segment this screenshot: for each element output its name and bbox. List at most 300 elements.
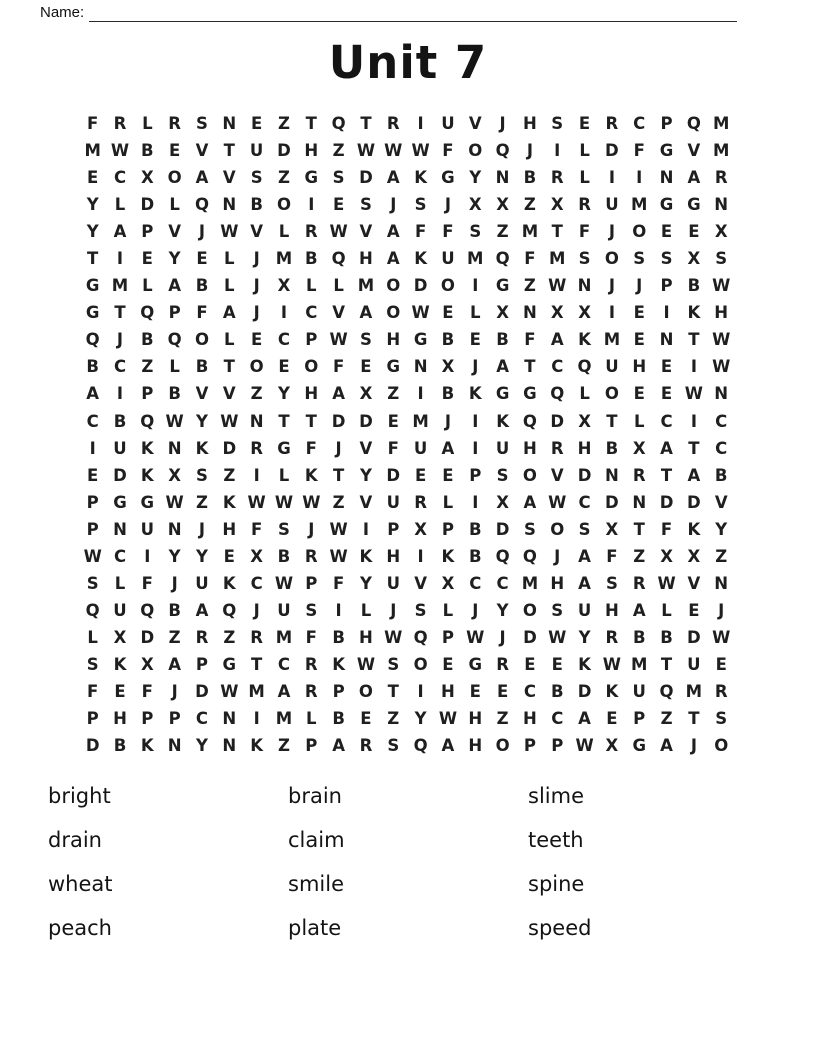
grid-letter: D — [577, 465, 592, 485]
grid-letter: L — [661, 600, 672, 620]
grid-letter: L — [579, 168, 590, 188]
grid-letter: Y — [168, 249, 181, 269]
grid-letter: M — [357, 276, 375, 296]
grid-letter: I — [636, 168, 643, 188]
grid-letter: X — [687, 546, 701, 566]
grid-letter: D — [605, 141, 619, 161]
grid-letter: I — [554, 141, 561, 161]
grid-letter: V — [359, 492, 373, 512]
grid-letter: O — [604, 249, 619, 269]
grid-letter: Z — [332, 141, 345, 161]
grid-letter: J — [335, 438, 342, 458]
grid-letter: W — [329, 330, 348, 350]
grid-letter: I — [608, 303, 615, 323]
grid-letter: E — [688, 600, 700, 620]
grid-letter: W — [165, 411, 184, 431]
word-item: spine — [528, 872, 585, 896]
grid-letter: Q — [222, 600, 237, 620]
grid-letter: Z — [523, 276, 536, 296]
grid-letter: A — [168, 276, 182, 296]
grid-letter: W — [384, 141, 403, 161]
grid-letter: Q — [167, 330, 182, 350]
grid-letter: S — [278, 519, 290, 539]
grid-letter: F — [660, 519, 673, 539]
grid-letter: E — [633, 330, 645, 350]
grid-letter: I — [280, 303, 288, 323]
grid-letter: N — [222, 114, 237, 134]
grid-letter: D — [605, 492, 619, 512]
grid-letter: E — [442, 465, 454, 485]
grid-letter: W — [110, 141, 130, 161]
grid-letter: S — [360, 195, 372, 215]
grid-letter: S — [387, 654, 400, 674]
grid-letter: D — [331, 411, 346, 431]
grid-letter: I — [690, 411, 697, 431]
grid-letter: W — [274, 573, 294, 593]
grid-letter: U — [605, 195, 619, 215]
grid-letter: E — [360, 357, 372, 377]
grid-letter: N — [222, 195, 237, 215]
grid-letter: P — [141, 384, 154, 404]
grid-letter: E — [387, 411, 399, 431]
grid-letter: E — [469, 682, 481, 701]
grid-letter: Q — [194, 195, 209, 215]
grid-letter: W — [575, 736, 594, 756]
grid-letter: E — [360, 709, 372, 729]
grid-letter: E — [87, 168, 99, 188]
grid-letter: R — [359, 736, 373, 756]
grid-letter: B — [660, 627, 673, 647]
grid-letter: M — [275, 627, 293, 647]
grid-letter: R — [304, 222, 318, 242]
word-search-grid — [79, 110, 735, 759]
grid-letter: X — [277, 276, 291, 296]
grid-letter: R — [632, 573, 646, 593]
grid-letter: C — [496, 573, 509, 593]
grid-letter: I — [608, 168, 615, 188]
grid-letter: B — [113, 736, 127, 756]
grid-letter: Z — [277, 168, 290, 188]
grid-letter: H — [304, 384, 319, 404]
grid-letter: S — [496, 465, 509, 485]
grid-letter: D — [413, 276, 428, 296]
grid-letter: W — [466, 627, 485, 647]
grid-letter: T — [87, 249, 99, 269]
grid-letter: P — [168, 709, 181, 729]
grid-letter: Y — [414, 709, 427, 729]
grid-letter: Y — [86, 195, 99, 215]
grid-letter: R — [550, 168, 564, 188]
grid-letter: P — [387, 519, 400, 539]
grid-letter: S — [360, 330, 372, 350]
grid-letter: U — [632, 682, 646, 701]
grid-letter: T — [688, 438, 700, 458]
grid-letter: Y — [86, 222, 99, 242]
grid-letter: S — [86, 654, 99, 674]
word-item: speed — [528, 916, 592, 940]
grid-letter: P — [141, 709, 154, 729]
grid-letter: A — [386, 168, 400, 188]
grid-letter: M — [248, 682, 265, 701]
grid-letter: D — [687, 492, 701, 512]
grid-letter: C — [578, 492, 591, 512]
grid-letter: O — [604, 384, 619, 404]
grid-letter: W — [302, 492, 321, 512]
grid-letter: K — [441, 546, 455, 566]
grid-letter: N — [113, 519, 127, 539]
grid-letter: N — [714, 195, 729, 215]
grid-letter: M — [603, 330, 621, 350]
grid-letter: O — [550, 519, 565, 539]
grid-letter: L — [278, 222, 290, 242]
grid-letter: N — [714, 573, 729, 593]
grid-letter: P — [305, 330, 318, 350]
grid-letter: M — [275, 249, 293, 269]
grid-letter: F — [442, 222, 454, 242]
grid-letter: C — [86, 411, 99, 431]
grid-letter: X — [496, 303, 509, 323]
grid-letter: C — [715, 411, 728, 431]
grid-letter: A — [441, 438, 455, 458]
grid-letter: W — [548, 276, 567, 296]
grid-letter: Q — [331, 249, 346, 269]
grid-letter: L — [278, 465, 290, 485]
grid-letter: Z — [250, 384, 263, 404]
grid-letter: T — [305, 114, 317, 134]
grid-letter: H — [386, 546, 401, 566]
grid-letter: B — [523, 168, 537, 188]
grid-letter: B — [468, 546, 482, 566]
grid-letter: V — [414, 573, 427, 593]
grid-letter: M — [631, 195, 648, 215]
grid-letter: L — [306, 276, 317, 296]
grid-letter: B — [141, 330, 154, 350]
grid-letter: I — [472, 492, 479, 512]
grid-letter: M — [275, 709, 293, 729]
grid-letter: S — [414, 600, 427, 620]
grid-letter: B — [605, 438, 619, 458]
word-item: claim — [288, 828, 345, 852]
grid-letter: F — [305, 627, 317, 647]
grid-letter: Z — [633, 546, 646, 566]
grid-letter: Q — [522, 546, 537, 566]
grid-letter: Z — [496, 222, 509, 242]
grid-letter: J — [444, 411, 451, 431]
grid-letter: W — [438, 709, 458, 729]
grid-letter: N — [659, 168, 674, 188]
word-item: peach — [48, 916, 112, 940]
grid-letter: Q — [495, 546, 510, 566]
grid-letter: A — [86, 384, 100, 404]
grid-letter: J — [171, 573, 178, 593]
grid-letter: D — [659, 492, 674, 512]
grid-letter: Y — [277, 384, 290, 404]
grid-letter: K — [605, 682, 619, 701]
grid-letter: G — [277, 438, 291, 458]
grid-letter: V — [359, 222, 373, 242]
grid-letter: T — [633, 519, 645, 539]
grid-letter: V — [332, 303, 345, 323]
grid-letter: G — [441, 168, 455, 188]
grid-letter: K — [414, 168, 427, 188]
grid-letter: Y — [196, 736, 208, 756]
grid-letter: P — [195, 654, 209, 674]
grid-letter: N — [413, 357, 428, 377]
grid-letter: W — [329, 519, 348, 539]
grid-letter: G — [413, 330, 428, 350]
grid-letter: R — [168, 114, 181, 134]
grid-letter: J — [690, 736, 697, 756]
grid-letter: C — [660, 411, 673, 431]
grid-letter: L — [442, 492, 454, 512]
grid-letter: W — [165, 492, 184, 512]
grid-letter: C — [551, 357, 564, 377]
grid-letter: B — [550, 682, 564, 701]
grid-letter: D — [577, 682, 592, 701]
grid-letter: H — [468, 709, 483, 729]
grid-letter: X — [687, 249, 701, 269]
grid-letter: K — [359, 546, 373, 566]
grid-letter: H — [523, 438, 537, 458]
grid-letter: D — [85, 736, 100, 756]
grid-letter: S — [578, 519, 591, 539]
grid-letter: E — [633, 303, 645, 323]
grid-letter: S — [250, 168, 263, 188]
grid-letter: U — [687, 654, 701, 674]
grid-letter: H — [441, 682, 455, 701]
grid-letter: M — [521, 222, 539, 242]
grid-letter: E — [715, 654, 727, 674]
grid-letter: I — [89, 438, 96, 458]
grid-letter: E — [660, 222, 673, 242]
grid-letter: V — [687, 141, 701, 161]
grid-letter: N — [167, 519, 182, 539]
grid-letter: Z — [387, 384, 400, 404]
grid-letter: C — [305, 303, 318, 323]
grid-letter: C — [469, 573, 482, 593]
grid-letter: K — [195, 438, 209, 458]
grid-letter: T — [660, 654, 673, 674]
grid-letter: I — [663, 303, 670, 323]
grid-letter: C — [250, 573, 263, 593]
word-item: smile — [288, 872, 344, 896]
grid-letter: L — [114, 195, 126, 215]
grid-letter: J — [444, 195, 451, 215]
grid-letter: Y — [168, 546, 181, 566]
grid-letter: M — [713, 141, 730, 161]
grid-letter: C — [195, 709, 209, 729]
grid-letter: G — [632, 736, 646, 756]
grid-letter: H — [714, 303, 729, 323]
grid-letter: Y — [196, 411, 208, 431]
grid-letter: S — [387, 736, 400, 756]
grid-letter: H — [523, 114, 537, 134]
grid-letter: C — [277, 654, 291, 674]
grid-letter: L — [114, 573, 126, 593]
grid-letter: B — [632, 627, 646, 647]
grid-letter: A — [222, 303, 236, 323]
name-row — [40, 2, 737, 24]
grid-letter: O — [714, 736, 729, 756]
grid-letter: O — [276, 195, 291, 215]
name-label: Name: — [40, 4, 85, 21]
grid-letter: J — [253, 249, 260, 269]
grid-letter: G — [140, 492, 155, 512]
grid-letter: A — [386, 222, 400, 242]
grid-letter: S — [86, 573, 99, 593]
grid-letter: G — [495, 384, 510, 404]
grid-letter: Q — [85, 600, 100, 620]
grid-letter: U — [249, 141, 264, 161]
word-item: wheat — [48, 872, 113, 896]
grid-letter: K — [140, 465, 154, 485]
grid-letter: J — [253, 303, 260, 323]
grid-letter: E — [414, 465, 427, 485]
grid-letter: M — [549, 249, 566, 269]
grid-letter: D — [140, 627, 155, 647]
grid-letter: G — [659, 141, 674, 161]
grid-letter: W — [220, 411, 239, 431]
grid-letter: Y — [496, 600, 509, 620]
grid-letter: D — [222, 438, 237, 458]
grid-letter: I — [253, 709, 260, 729]
grid-letter: K — [113, 654, 127, 674]
grid-letter: L — [224, 276, 235, 296]
grid-letter: L — [224, 249, 235, 269]
grid-letter: H — [577, 438, 592, 458]
grid-letter: B — [441, 384, 455, 404]
grid-letter: X — [140, 654, 154, 674]
grid-letter: I — [417, 114, 424, 134]
grid-letter: L — [142, 114, 153, 134]
grid-letter: Q — [577, 357, 592, 377]
grid-letter: J — [198, 222, 206, 242]
grid-letter: Z — [387, 709, 400, 729]
grid-letter: N — [495, 168, 510, 188]
grid-letter: N — [523, 303, 537, 323]
grid-letter: G — [495, 276, 510, 296]
grid-letter: H — [222, 519, 237, 539]
grid-letter: K — [140, 736, 154, 756]
grid-letter: H — [523, 709, 537, 729]
grid-letter: H — [468, 736, 483, 756]
grid-letter: P — [305, 736, 318, 756]
grid-letter: S — [715, 709, 728, 729]
grid-letter: E — [442, 303, 454, 323]
grid-letter: U — [140, 519, 155, 539]
grid-letter: X — [578, 303, 591, 323]
grid-letter: F — [524, 330, 536, 350]
grid-letter: X — [605, 736, 619, 756]
grid-letter: X — [496, 492, 509, 512]
grid-letter: S — [332, 168, 345, 188]
grid-letter: A — [496, 357, 509, 377]
grid-letter: J — [718, 600, 725, 620]
grid-letter: W — [356, 654, 376, 674]
grid-letter: M — [412, 411, 429, 431]
word-item: drain — [48, 828, 102, 852]
grid-letter: X — [168, 465, 182, 485]
grid-letter: B — [496, 330, 509, 350]
grid-letter: I — [362, 519, 370, 539]
grid-letter: B — [168, 384, 181, 404]
grid-letter: W — [548, 627, 567, 647]
grid-letter: C — [113, 546, 127, 566]
grid-letter: A — [578, 709, 591, 729]
grid-letter: J — [608, 276, 615, 296]
grid-letter: P — [332, 682, 345, 701]
grid-letter: S — [196, 465, 208, 485]
grid-letter: V — [550, 465, 564, 485]
grid-letter: Z — [332, 492, 345, 512]
word-item: bright — [48, 784, 111, 808]
grid-letter: L — [142, 276, 153, 296]
grid-letter: I — [144, 546, 151, 566]
page-title: Unit 7 — [328, 36, 488, 89]
grid-letter: N — [167, 736, 182, 756]
grid-letter: I — [472, 276, 479, 296]
grid-letter: U — [495, 438, 510, 458]
grid-letter: S — [305, 600, 318, 620]
grid-letter: T — [114, 303, 126, 323]
grid-letter: H — [550, 573, 565, 593]
grid-letter: J — [253, 600, 260, 620]
grid-letter: U — [113, 600, 127, 620]
word-list — [48, 774, 768, 950]
word-item: slime — [528, 784, 584, 808]
grid-letter: H — [359, 249, 373, 269]
grid-letter: W — [548, 492, 567, 512]
grid-letter: G — [659, 195, 674, 215]
grid-letter: U — [577, 600, 592, 620]
grid-letter: Q — [550, 384, 565, 404]
grid-letter: K — [222, 573, 236, 593]
grid-letter: Y — [196, 546, 208, 566]
grid-letter: X — [113, 627, 127, 647]
grid-letter: L — [87, 627, 98, 647]
grid-letter: R — [632, 465, 646, 485]
grid-letter: C — [551, 709, 564, 729]
grid-letter: E — [141, 249, 153, 269]
grid-letter: L — [224, 330, 235, 350]
word-item: brain — [288, 784, 342, 808]
grid-letter: F — [332, 357, 345, 377]
grid-letter: F — [332, 573, 345, 593]
grid-letter: F — [141, 573, 153, 593]
grid-letter: X — [496, 195, 509, 215]
grid-letter: D — [386, 465, 401, 485]
grid-letter: D — [359, 168, 373, 188]
grid-letter: J — [472, 600, 479, 620]
grid-letter: Q — [140, 411, 155, 431]
grid-letter: C — [113, 357, 127, 377]
grid-letter: B — [441, 330, 455, 350]
grid-letter: F — [442, 141, 454, 161]
grid-letter: H — [304, 141, 319, 161]
grid-letter: M — [111, 276, 129, 296]
grid-letter: U — [195, 573, 209, 593]
grid-letter: B — [250, 195, 263, 215]
grid-letter: Q — [140, 600, 155, 620]
grid-letter: Q — [686, 114, 701, 134]
grid-letter: D — [687, 627, 701, 647]
grid-letter: H — [113, 709, 127, 729]
grid-letter: W — [356, 141, 376, 161]
grid-letter: B — [332, 709, 345, 729]
grid-letter: T — [688, 330, 700, 350]
grid-letter: K — [468, 384, 482, 404]
grid-letter: G — [687, 195, 701, 215]
